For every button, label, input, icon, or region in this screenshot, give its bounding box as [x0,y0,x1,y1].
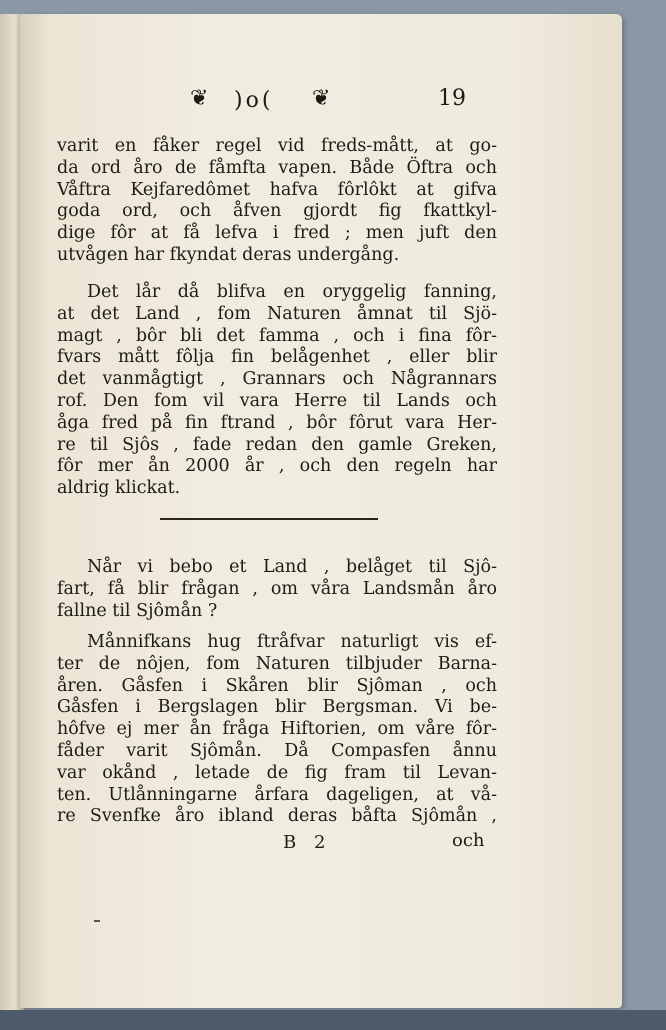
text-line: fart, få blir frågan , om våra Landsmån åro [57,578,497,599]
text-line: rof. Den fom vil vara Herre til Lands och [57,390,497,411]
paragraph-3 [57,557,497,622]
text-line: var okånd , letade de fig fram til Levan- [57,762,497,783]
text-line: Våftra Kejfaredômet hafva fôrlôkt at gifva [57,179,497,200]
text-line: Når vi bebo et Land , belåget til Sjô- [87,557,497,577]
text-line: Gåsfen i Bergslagen blir Bergsman. Vi be- [57,697,497,718]
paragraph-1 [57,136,497,267]
text-line: fallne til Sjômån ? [57,600,218,621]
text-line: Månnifkans hug ftråfvar naturligt vis ef- [87,632,497,652]
text-line: ter de nôjen, fom Naturen tilbjuder Barna- [57,653,497,674]
page-number: 19 [438,86,466,111]
section-divider [160,518,378,520]
ornament-right-icon: ❦ [312,86,331,111]
text-line: dige fôr at få lefva i fred ; men juft den [57,223,497,244]
text-line: fvars mått fôlja fin belågenhet , eller blir [57,347,497,368]
text-line: aldrig klickat. [57,478,181,499]
text-line: utvågen har fkyndat deras undergång. [57,244,400,265]
text-line: varit en fåker regel vid freds-mått, at go- [57,136,497,156]
signature-mark: B 2 [283,832,332,853]
text-line: hôfve ej mer ån fråga Hiftorien, om våre fôr- [57,719,497,740]
header-mark: )o( [234,88,274,113]
ink-speck [94,920,100,922]
text-line: Det lår då blifva en oryggelig fanning, [87,282,497,302]
book-page [20,14,622,1008]
ornament-left-icon: ❦ [190,86,209,111]
text-line: fåder varit Sjômån. Då Compasfen ånnu [57,740,497,761]
text-line: at det Land , fom Naturen åmnat til Sjö- [57,303,497,324]
text-line: det vanmågtigt , Grannars och Någrannars [57,369,497,390]
text-line: magt , bôr bli det famma , och i fina fôr- [57,325,497,346]
text-line: da ord åro de fåmfta vapen. Både Öftra och [57,157,497,178]
text-line: fôr mer ån 2000 år , och den regeln har [57,456,497,477]
backdrop-edge [0,1010,666,1030]
paragraph-2 [57,282,497,500]
text-line: goda ord, och åfven gjordt fig fkattkyl- [57,201,497,222]
paragraph-4 [57,632,497,828]
text-line: åren. Gåsfen i Skåren blir Sjôman , och [57,675,497,696]
text-line: åga fred på fin ftrand , bôr fôrut vara Her- [57,412,497,433]
catchword: och [452,830,485,851]
text-line: re til Sjôs , fade redan den gamle Greken, [57,434,497,455]
text-line: ten. Utlånningarne årfara dageligen, at vå- [57,784,497,805]
running-head [190,86,490,120]
text-line: re Svenfke åro ibland deras båfta Sjômån , [57,806,497,827]
